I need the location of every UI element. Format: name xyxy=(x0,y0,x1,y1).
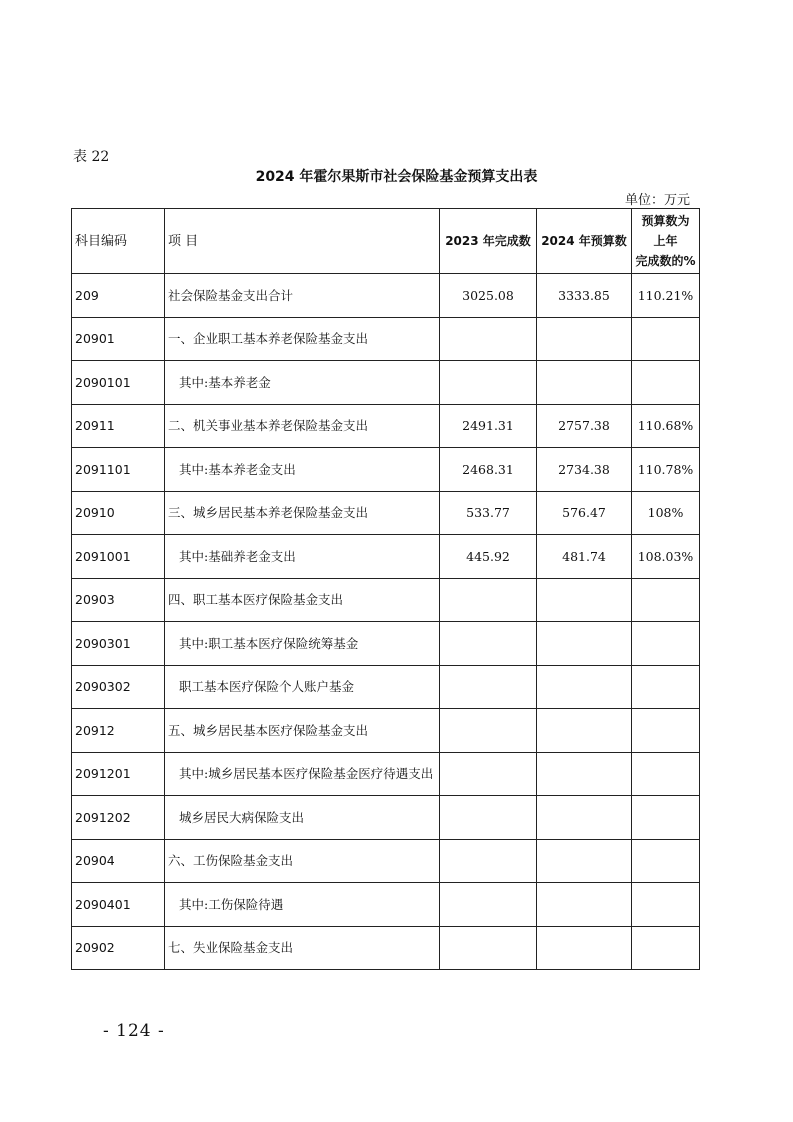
cell-budget-2024 xyxy=(537,883,632,927)
cell-item: 其中:基本养老金 xyxy=(165,361,440,405)
page-title: 2024 年霍尔果斯市社会保险基金预算支出表 xyxy=(255,169,538,185)
cell-budget-2024 xyxy=(537,578,632,622)
cell-budget-2024: 576.47 xyxy=(537,491,632,535)
header-budget-2024: 2024 年预算数 xyxy=(537,209,632,274)
cell-code: 2090401 xyxy=(72,883,165,927)
cell-completed-2023: 2468.31 xyxy=(440,448,537,492)
cell-completed-2023 xyxy=(440,361,537,405)
cell-item: 其中:职工基本医疗保险统筹基金 xyxy=(165,622,440,666)
cell-code: 20910 xyxy=(72,491,165,535)
table-row xyxy=(72,665,700,709)
cell-item: 四、职工基本医疗保险基金支出 xyxy=(165,578,440,622)
cell-item: 职工基本医疗保险个人账户基金 xyxy=(165,665,440,709)
cell-ratio xyxy=(632,317,700,361)
cell-ratio xyxy=(632,752,700,796)
table-row xyxy=(72,796,700,840)
table-row xyxy=(72,361,700,405)
table-row xyxy=(72,317,700,361)
cell-budget-2024 xyxy=(537,796,632,840)
table-row xyxy=(72,448,700,492)
cell-completed-2023 xyxy=(440,709,537,753)
cell-completed-2023 xyxy=(440,317,537,361)
cell-completed-2023 xyxy=(440,883,537,927)
cell-item: 其中:城乡居民基本医疗保险基金医疗待遇支出 xyxy=(165,752,440,796)
header-ratio-line1: 预算数为 xyxy=(641,214,690,228)
cell-ratio: 108% xyxy=(632,491,700,535)
cell-item: 三、城乡居民基本养老保险基金支出 xyxy=(165,491,440,535)
cell-completed-2023: 3025.08 xyxy=(440,274,537,318)
cell-budget-2024: 2734.38 xyxy=(537,448,632,492)
cell-ratio: 108.03% xyxy=(632,535,700,579)
cell-code: 2090101 xyxy=(72,361,165,405)
cell-item: 二、机关事业基本养老保险基金支出 xyxy=(165,404,440,448)
cell-code: 2091101 xyxy=(72,448,165,492)
cell-budget-2024: 481.74 xyxy=(537,535,632,579)
table-row xyxy=(72,839,700,883)
cell-completed-2023 xyxy=(440,578,537,622)
cell-completed-2023 xyxy=(440,752,537,796)
cell-ratio xyxy=(632,839,700,883)
cell-budget-2024 xyxy=(537,361,632,405)
cell-item: 五、城乡居民基本医疗保险基金支出 xyxy=(165,709,440,753)
cell-code: 20912 xyxy=(72,709,165,753)
cell-item: 一、企业职工基本养老保险基金支出 xyxy=(165,317,440,361)
cell-item: 七、失业保险基金支出 xyxy=(165,926,440,970)
cell-completed-2023 xyxy=(440,796,537,840)
table-row xyxy=(72,883,700,927)
budget-table xyxy=(71,208,700,970)
cell-completed-2023 xyxy=(440,839,537,883)
cell-budget-2024 xyxy=(537,839,632,883)
cell-code: 20911 xyxy=(72,404,165,448)
cell-code: 20904 xyxy=(72,839,165,883)
table-header-row xyxy=(72,209,700,274)
cell-item: 其中:基本养老金支出 xyxy=(165,448,440,492)
table-label: 表 22 xyxy=(73,149,110,165)
cell-ratio xyxy=(632,796,700,840)
cell-ratio xyxy=(632,926,700,970)
cell-ratio xyxy=(632,361,700,405)
cell-budget-2024 xyxy=(537,317,632,361)
cell-budget-2024: 3333.85 xyxy=(537,274,632,318)
cell-budget-2024 xyxy=(537,926,632,970)
page-number: - 124 - xyxy=(103,1021,165,1041)
cell-ratio: 110.68% xyxy=(632,404,700,448)
cell-code: 2090302 xyxy=(72,665,165,709)
cell-budget-2024 xyxy=(537,752,632,796)
unit-label: 单位：万元 xyxy=(624,193,690,208)
cell-completed-2023 xyxy=(440,665,537,709)
cell-budget-2024 xyxy=(537,665,632,709)
cell-completed-2023 xyxy=(440,926,537,970)
cell-ratio xyxy=(632,709,700,753)
cell-completed-2023 xyxy=(440,622,537,666)
cell-item: 其中:基础养老金支出 xyxy=(165,535,440,579)
table-row xyxy=(72,709,700,753)
cell-ratio xyxy=(632,622,700,666)
header-ratio xyxy=(632,209,700,274)
header-ratio-line3: 完成数的% xyxy=(635,254,696,268)
cell-budget-2024 xyxy=(537,709,632,753)
cell-completed-2023: 445.92 xyxy=(440,535,537,579)
table-row xyxy=(72,622,700,666)
cell-ratio: 110.21% xyxy=(632,274,700,318)
header-code: 科目编码 xyxy=(72,209,165,274)
cell-item: 其中:工伤保险待遇 xyxy=(165,883,440,927)
cell-item: 社会保险基金支出合计 xyxy=(165,274,440,318)
cell-item: 城乡居民大病保险支出 xyxy=(165,796,440,840)
header-item: 项 目 xyxy=(165,209,440,274)
cell-code: 20903 xyxy=(72,578,165,622)
cell-code: 2090301 xyxy=(72,622,165,666)
table-row xyxy=(72,404,700,448)
cell-code: 20902 xyxy=(72,926,165,970)
cell-budget-2024 xyxy=(537,622,632,666)
cell-completed-2023: 2491.31 xyxy=(440,404,537,448)
cell-ratio: 110.78% xyxy=(632,448,700,492)
cell-completed-2023: 533.77 xyxy=(440,491,537,535)
cell-code: 209 xyxy=(72,274,165,318)
table-row xyxy=(72,491,700,535)
header-completed-2023: 2023 年完成数 xyxy=(440,209,537,274)
table-row xyxy=(72,535,700,579)
table-row xyxy=(72,926,700,970)
cell-code: 20901 xyxy=(72,317,165,361)
cell-item: 六、工伤保险基金支出 xyxy=(165,839,440,883)
cell-code: 2091202 xyxy=(72,796,165,840)
table-row xyxy=(72,274,700,318)
cell-code: 2091001 xyxy=(72,535,165,579)
cell-code: 2091201 xyxy=(72,752,165,796)
table-body xyxy=(72,274,700,970)
cell-ratio xyxy=(632,665,700,709)
table-row xyxy=(72,578,700,622)
table-row xyxy=(72,752,700,796)
cell-ratio xyxy=(632,578,700,622)
header-ratio-line2: 上年 xyxy=(653,234,678,248)
cell-ratio xyxy=(632,883,700,927)
cell-budget-2024: 2757.38 xyxy=(537,404,632,448)
